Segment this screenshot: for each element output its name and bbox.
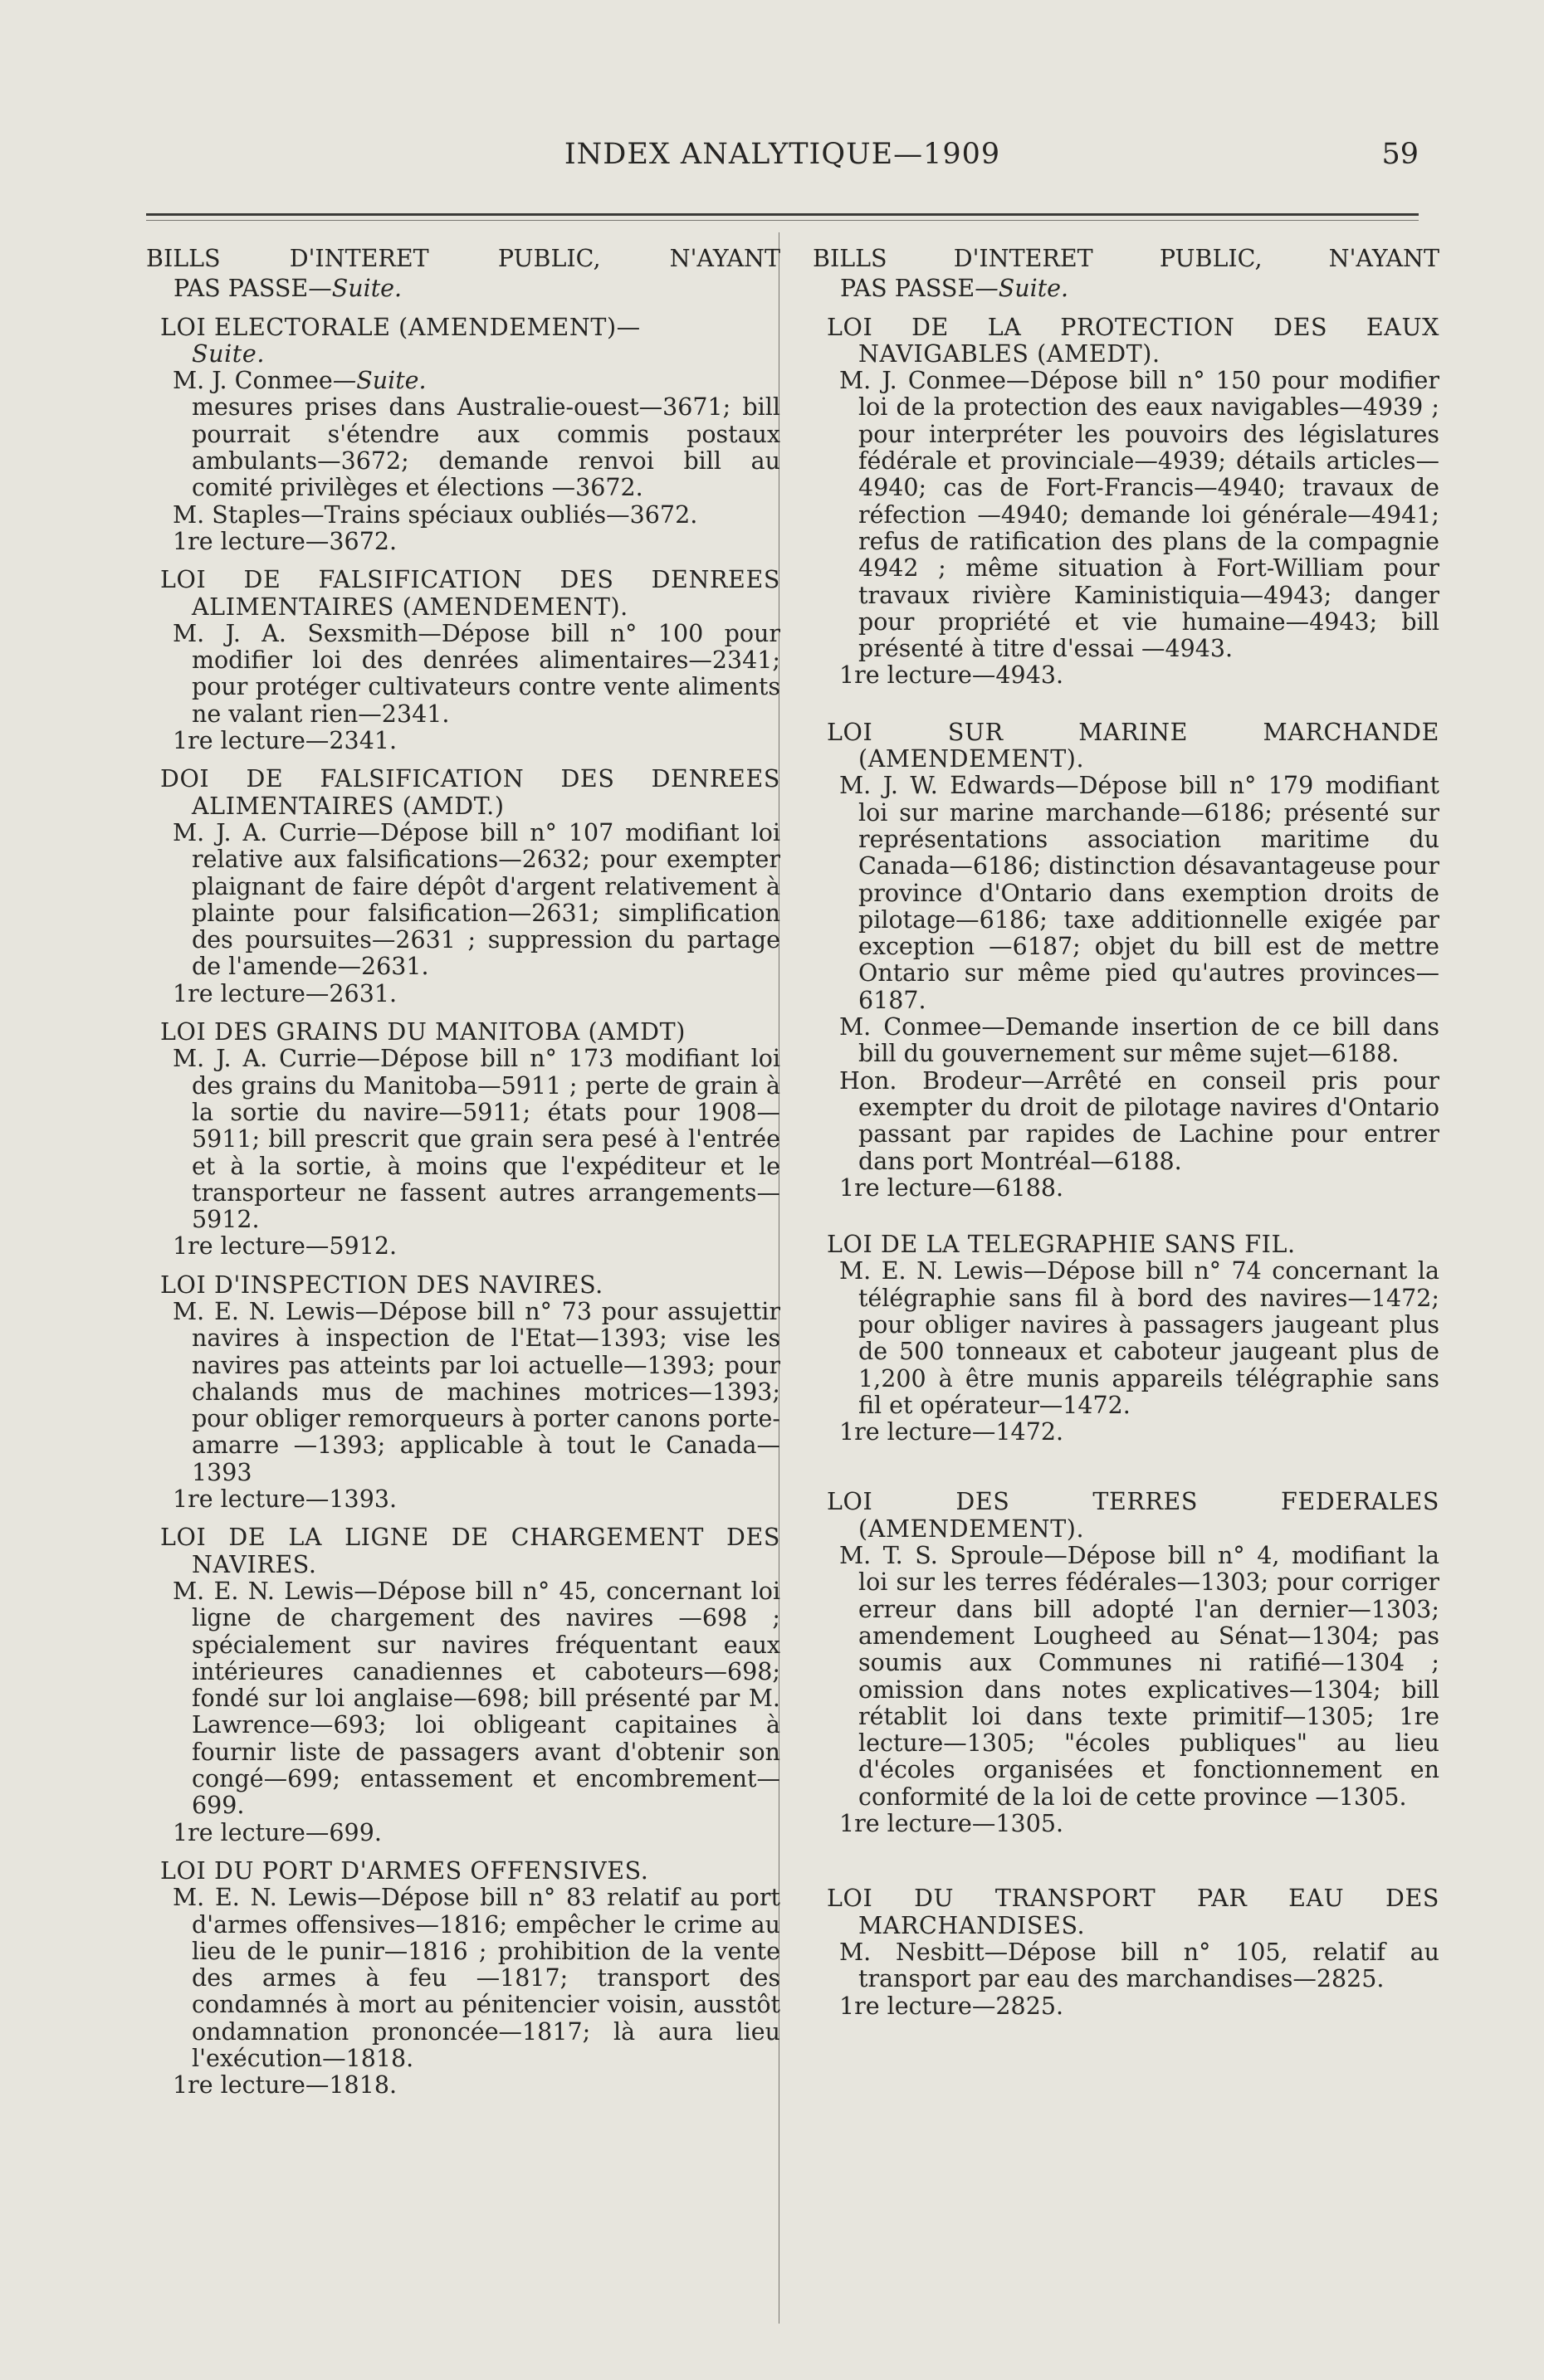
section-heading-suite: Suite.	[192, 339, 265, 368]
main-heading-line2: PAS PASSE	[173, 275, 309, 303]
section-heading	[146, 315, 780, 368]
spacer	[813, 1446, 1439, 1477]
entry-speaker: M. J. Conmee	[173, 367, 333, 395]
index-entry: M. E. N. Lewis—Dépose bill n° 74 concernant la télégraphie sans fil à bord des navires—1472; pour obliger navires à passagers jaugeant plus de 500 tonneaux et caboteur jaugeant plus de 1,200 à être munis appareils télégraphie sans fil et opérateur—1472.	[839, 1257, 1439, 1419]
reading-line: 1re lecture—1393.	[173, 1485, 398, 1514]
reading-line: 1re lecture—1472.	[839, 1418, 1064, 1446]
main-heading-suite: —Suite.	[975, 275, 1069, 303]
reading-line: 1re lecture—1305.	[839, 1810, 1064, 1838]
index-entry	[146, 368, 780, 394]
index-entry: M. J. A. Currie—Dépose bill n° 173 modifiant loi des grains du Manitoba—5911 ; perte de grain à la sortie du navire—5911; états pour 1908—5911; bill prescrit que grain sera pesé à l'entrée et à la sortie, à moins que l'expéditeur et le transporteur ne fassent autres arrangements—5912.	[173, 1045, 780, 1234]
section-heading: LOI DE LA PROTECTION DES EAUX NAVIGABLES (AMEDT).	[827, 313, 1439, 368]
index-entry: M. J. W. Edwards—Dépose bill n° 179 modifiant loi sur marine marchande—6186; présenté sur représentations association maritime du Canada—6186; distinction désavantageuse pour province d'Ontario dans exemption droits de pilotage—6186; taxe additionnelle exigée par exception —6187; objet du bill est de mettre Ontario sur même pied qu'autres provinces—6187.	[839, 772, 1439, 1014]
main-heading-cont	[813, 276, 1439, 302]
header-rule	[146, 213, 1419, 216]
main-heading-suite: —Suite.	[308, 275, 403, 303]
main-heading: BILLS D'INTERET PUBLIC, N'AYANT	[146, 245, 780, 272]
page-title: INDEX ANALYTIQUE—1909	[564, 138, 1001, 171]
section-heading: LOI SUR MARINE MARCHANDE (AMENDEMENT).	[827, 718, 1439, 773]
reading-line: 1re lecture—2631.	[173, 979, 398, 1007]
main-heading-cont	[146, 276, 780, 302]
entry-speaker-suite: —Suite.	[332, 367, 427, 395]
section-heading: LOI D'INSPECTION DES NAVIRES.	[160, 1270, 603, 1299]
index-entry-text: mesures prises dans Australie-ouest—3671; bill pourrait s'étendre aux commis postaux ambulants—3672; demande renvoi bill au comité privilèges et élections —3672.	[192, 393, 780, 502]
spacer	[813, 690, 1439, 708]
reading-line: 1re lecture—2341.	[173, 727, 398, 755]
reading-line: 1re lecture—699.	[173, 1818, 382, 1846]
main-heading-line2: PAS PASSE	[840, 275, 975, 303]
page-number: 59	[1381, 138, 1419, 171]
index-entry: M. E. N. Lewis—Dépose bill n° 45, concernant loi ligne de chargement des navires —698 ; spécialement sur navires fréquentant eaux intérieures canadiennes et caboteurs—698; fondé sur loi anglaise—698; bill présenté par M. Lawrence—693; loi obligeant capitaines à fournir liste de passagers avant d'obtenir son congé—699; entassement et encombrement—699.	[173, 1577, 780, 1820]
reading-line: 1re lecture—1818.	[173, 2071, 398, 2100]
header-rule-thin	[146, 220, 1419, 221]
index-entry: M. Nesbitt—Dépose bill n° 105, relatif au transport par eau des marchandises—2825.	[839, 1938, 1439, 1993]
reading-line: 1re lecture—3672.	[173, 527, 398, 555]
section-heading: DOI DE FALSIFICATION DES DENREES ALIMENTAIRES (AMDT.)	[160, 765, 780, 820]
reading-line: 1re lecture—6188.	[839, 1173, 1064, 1202]
left-column	[146, 246, 780, 2100]
main-heading: BILLS D'INTERET PUBLIC, N'AYANT	[813, 245, 1439, 272]
section-heading-text: LOI ELECTORALE (AMENDEMENT)—	[160, 313, 641, 341]
index-entry: M. E. N. Lewis—Dépose bill n° 83 relatif au port d'armes offensives—1816; empêcher le crime au lieu de le punir—1816 ; prohibition de la vente des armes à feu —1817; transport des condamnés à mort au pénitencier voisin, ausstôt ondamnation prononcée—1817; là aura lieu l'exécution—1818.	[173, 1884, 780, 2072]
section-heading: LOI DU TRANSPORT PAR EAU DES MARCHANDISES.	[827, 1885, 1439, 1939]
spacer	[813, 1202, 1439, 1220]
running-head	[146, 138, 1419, 178]
index-entry: M. Conmee—Demande insertion de ce bill dans bill du gouvernement sur même sujet—6188.	[839, 1013, 1439, 1068]
index-entry: M. J. A. Currie—Dépose bill n° 107 modifiant loi relative aux falsifications—2632; pour exempter plaignant de faire dépôt d'argent relativement à plainte pour falsification—2631; simplification des poursuites—2631 ; suppression du partage de l'amende—2631.	[173, 818, 780, 981]
section-heading: LOI DES GRAINS DU MANITOBA (AMDT)	[160, 1018, 686, 1046]
index-entry: M. T. S. Sproule—Dépose bill n° 4, modifiant la loi sur les terres fédérales—1303; pour corriger erreur dans bill adopté l'an dernier—1303; amendement Lougheed au Sénat—1304; pas soumis aux Communes ni ratifié—1304 ; omission dans notes explicatives—1304; bill rétablit loi dans texte primitif—1305; 1re lecture—1305; "écoles publiques" au lieu d'écoles organisées et fonctionnement en conformité de la loi de cette province —1305.	[839, 1542, 1439, 1811]
index-entry: M. J. Conmee—Dépose bill n° 150 pour modifier loi de la protection des eaux navigables—4939 ; pour interpréter les pouvoirs des législatures fédérale et provinciale—4939; détails articles—4940; cas de Fort-Francis—4940; travaux de réfection —4940; demande loi générale—4941; refus de ratification des plans de la compagnie 4942 ; même situation à Fort-William pour travaux rivière Kaministiquia—4943; danger pour propriété et vie humaine—4943; bill présenté à titre d'essai —4943.	[839, 367, 1439, 663]
right-column	[813, 246, 1439, 2020]
section-heading: LOI DU PORT D'ARMES OFFENSIVES.	[160, 1856, 649, 1885]
index-entry: M. J. A. Sexsmith—Dépose bill n° 100 pour modifier loi des denrées alimentaires—2341; pour protéger cultivateurs contre vente aliments ne valant rien—2341.	[173, 619, 780, 728]
section-heading: LOI DE LA TELEGRAPHIE SANS FIL.	[827, 1231, 1296, 1259]
index-entry: M. Staples—Trains spéciaux oubliés—3672.	[173, 500, 698, 529]
reading-line: 1re lecture—5912.	[173, 1232, 398, 1261]
index-entry: Hon. Brodeur—Arrêté en conseil pris pour exempter du droit de pilotage navires d'Ontario passant par rapides de Lachine pour entrer dans port Montréal—6188.	[839, 1066, 1439, 1175]
spacer	[813, 1837, 1439, 1874]
index-entry: M. E. N. Lewis—Dépose bill n° 73 pour assujettir navires à inspection de l'Etat—1393; vise les navires pas atteints par loi actuelle—1393; pour chalands mus de machines motrices—1393; pour obliger remorqueurs à porter canons porte-amarre —1393; applicable à tout le Canada—1393	[173, 1297, 780, 1486]
reading-line: 1re lecture—4943.	[839, 661, 1064, 690]
reading-line: 1re lecture—2825.	[839, 1992, 1064, 2020]
section-heading: LOI DE FALSIFICATION DES DENREES ALIMENTAIRES (AMENDEMENT).	[160, 566, 780, 621]
section-heading: LOI DES TERRES FEDERALES (AMENDEMENT).	[827, 1488, 1439, 1543]
section-heading: LOI DE LA LIGNE DE CHARGEMENT DES NAVIRES.	[160, 1524, 780, 1578]
